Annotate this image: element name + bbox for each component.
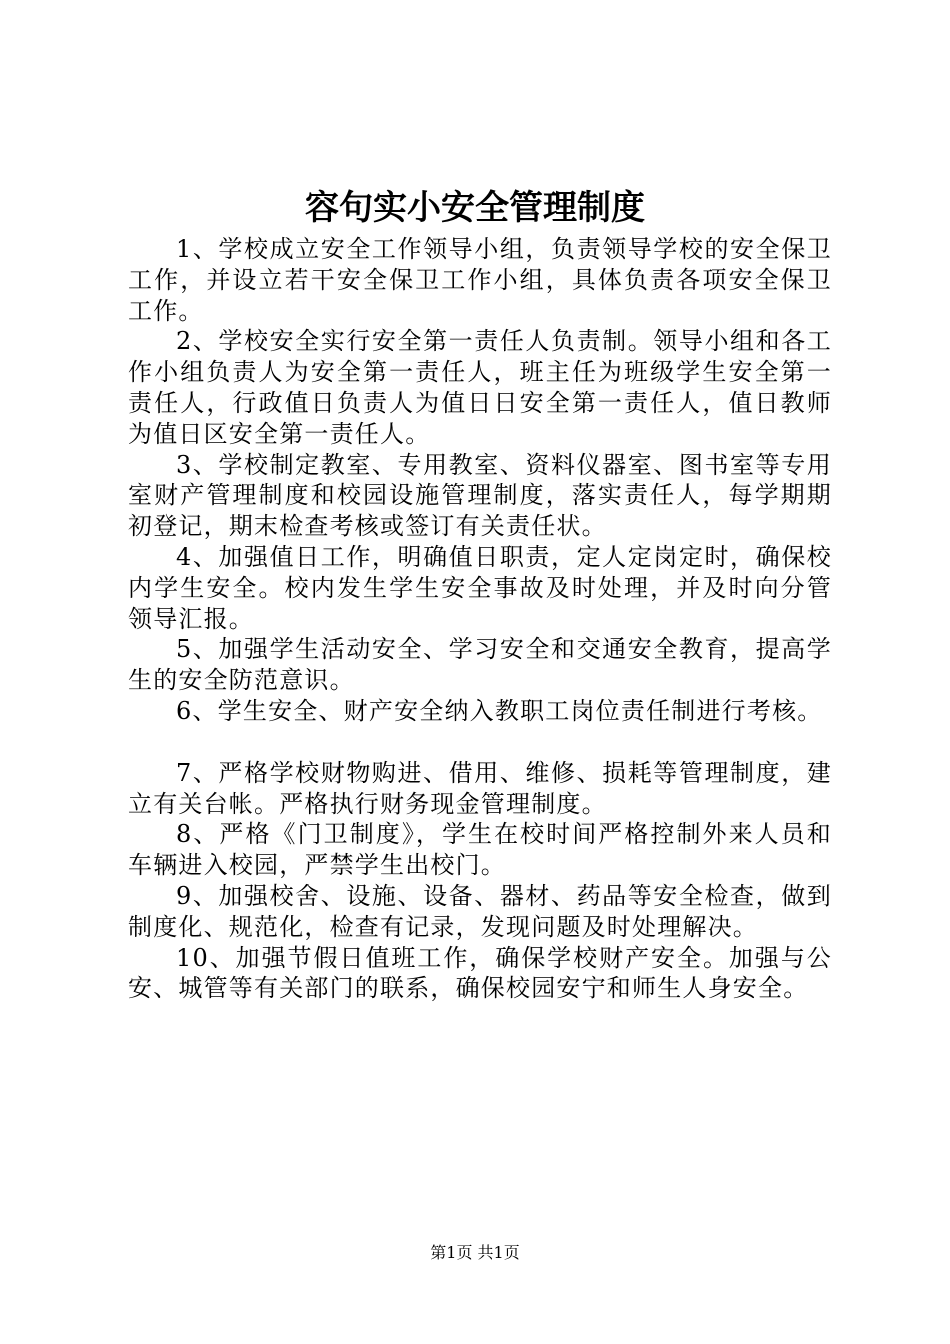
- paragraph-8: 8、严格《门卫制度》，学生在校时间严格控制外来人员和车辆进入校园，严禁学生出校门。: [128, 820, 832, 880]
- paragraph-4: 4、加强值日工作，明确值日职责，定人定岗定时，确保校内学生安全。校内发生学生安全事故及时处理，并及时向分管领导汇报。: [128, 542, 832, 633]
- paragraph-9: 9、加强校舍、设施、设备、器材、药品等安全检查，做到制度化、规范化，检查有记录，发现问题及时处理解决。: [128, 881, 832, 941]
- paragraph-3: 3、学校制定教室、专用教室、资料仪器室、图书室等专用室财产管理制度和校园设施管理制度，落实责任人，每学期期初登记，期末检查考核或签订有关责任状。: [128, 450, 832, 541]
- paragraph-10: 10、加强节假日值班工作，确保学校财产安全。加强与公安、城管等有关部门的联系，确保校园安宁和师生人身安全。: [128, 943, 832, 1003]
- paragraph-2: 2、学校安全实行安全第一责任人负责制。领导小组和各工作小组负责人为安全第一责任人，班主任为班级学生安全第一责任人，行政值日负责人为值日日安全第一责任人，值日教师为值日区安全第一责任人。: [128, 327, 832, 448]
- paragraph-5: 5、加强学生活动安全、学习安全和交通安全教育，提高学生的安全防范意识。: [128, 635, 832, 695]
- document-body: [128, 234, 832, 1004]
- paragraph-1: 1、学校成立安全工作领导小组，负责领导学校的安全保卫工作，并设立若干安全保卫工作小组，具体负责各项安全保卫工作。: [128, 235, 832, 325]
- page-number: 第1页 共1页: [430, 1243, 520, 1262]
- paragraph-7: 7、严格学校财物购进、借用、维修、损耗等管理制度，建立有关台帐。严格执行财务现金管理制度。: [128, 758, 832, 818]
- paragraph-6: 6、学生安全、财产安全纳入教职工岗位责任制进行考核。: [176, 696, 823, 725]
- page-title: 容句实小安全管理制度: [305, 188, 645, 228]
